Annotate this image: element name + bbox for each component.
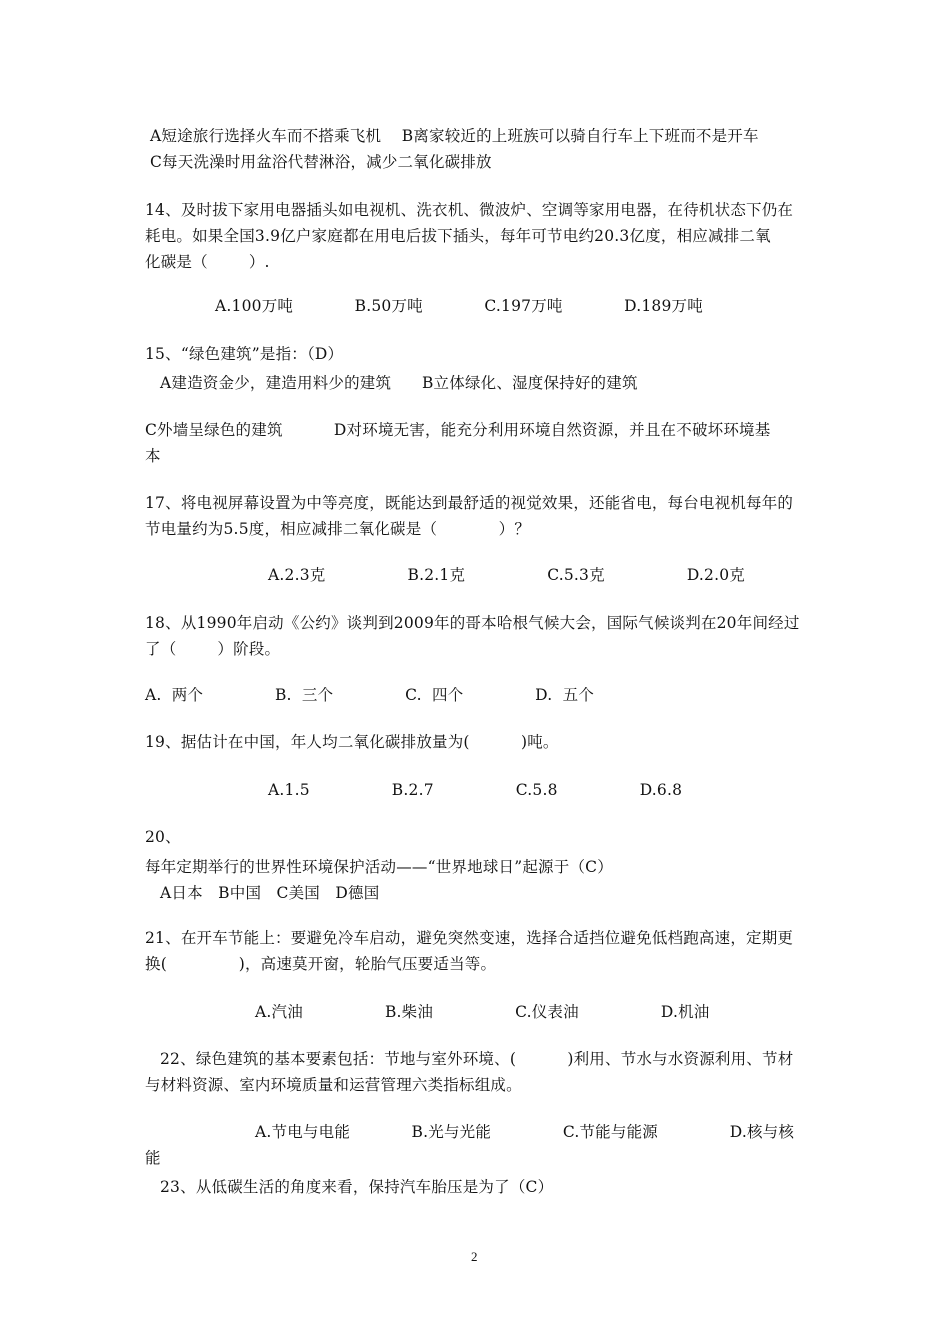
q15-options-ab: A建造资金少，建造用料少的建筑 B立体绿化、湿度保持好的建筑: [160, 374, 638, 392]
q17-options: A.2.3克 B.2.1克 C.5.3克 D.2.0克: [268, 566, 745, 584]
q22-text-line2: 与材料资源、室内环境质量和运营管理六类指标组成。: [145, 1076, 522, 1094]
page-number: 2: [471, 1249, 478, 1264]
q18-options: A. 两个 B. 三个 C. 四个 D. 五个: [145, 686, 595, 704]
q20-options: A日本 B中国 C美国 D德国: [160, 884, 380, 902]
q22-text-line1: 22、绿色建筑的基本要素包括：节地与室外环境、( )利用、节水与水资源利用、节材: [160, 1050, 794, 1068]
q15-text: 15、“绿色建筑”是指：（D）: [145, 345, 344, 363]
q18-text-line1: 18、从1990年启动《公约》谈判到2009年的哥本哈根气候大会，国际气候谈判在20年间经过: [145, 614, 800, 632]
q21-options: A.汽油 B.柴油 C.仪表油 D.机油: [255, 1003, 710, 1021]
q20-number: 20、: [145, 828, 181, 846]
q15-options-cd-cont: 本: [145, 447, 161, 465]
q22-options: A.节电与电能 B.光与光能 C.节能与能源 D.核与核: [255, 1123, 795, 1141]
q14-text-line2: 耗电。如果全国3.9亿户家庭都在用电后拔下插头，每年可节电约20.3亿度，相应减排二氧: [145, 227, 771, 245]
q14-text-line3: 化碳是（ ）.: [145, 253, 270, 271]
q14-text-line1: 14、及时拔下家用电器插头如电视机、洗衣机、微波炉、空调等家用电器，在待机状态下仍在: [145, 201, 794, 219]
q17-text-line2: 节电量约为5.5度，相应减排二氧化碳是（ ）？: [145, 520, 531, 538]
q20-text: 每年定期举行的世界性环境保护活动——“世界地球日”起源于（C）: [145, 858, 613, 876]
q13-option-c: C每天洗澡时用盆浴代替淋浴，减少二氧化碳排放: [150, 153, 492, 171]
q14-options: A.100万吨 B.50万吨 C.197万吨 D.189万吨: [215, 297, 703, 315]
q19-text: 19、据估计在中国，年人均二氧化碳排放量为( )吨。: [145, 733, 559, 751]
q21-text-line2: 换( )，高速莫开窗，轮胎气压要适当等。: [145, 955, 497, 973]
q18-text-line2: 了（ ）阶段。: [145, 640, 281, 658]
q21-text-line1: 21、在开车节能上：要避免冷车启动，避免突然变速，选择合适挡位避免低档跑高速，定期更: [145, 929, 794, 947]
q13-options-ab: A短途旅行选择火车而不搭乘飞机 B离家较近的上班族可以骑自行车上下班而不是开车: [150, 127, 759, 145]
q23-text: 23、从低碳生活的角度来看，保持汽车胎压是为了（C）: [160, 1178, 554, 1196]
q17-text-line1: 17、将电视屏幕设置为中等亮度，既能达到最舒适的视觉效果，还能省电，每台电视机每年的: [145, 494, 794, 512]
q15-options-cd: C外墙呈绿色的建筑 D对环境无害，能充分利用环境自然资源，并且在不破坏环境基: [145, 421, 771, 439]
q22-options-cont: 能: [145, 1149, 161, 1167]
q19-options: A.1.5 B.2.7 C.5.8 D.6.8: [268, 781, 683, 799]
